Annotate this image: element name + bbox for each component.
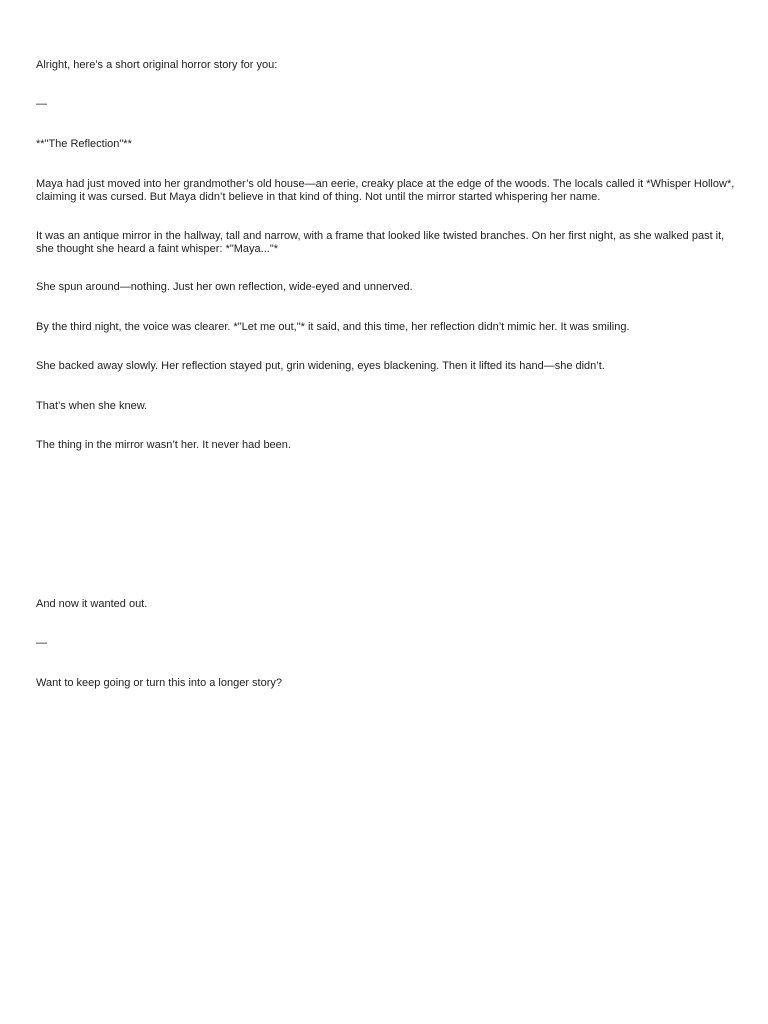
separator: — — [36, 637, 47, 649]
paragraph-6: That’s when she knew. — [36, 400, 148, 412]
intro-text: Alright, here’s a short original horror story for you: — [36, 59, 278, 71]
paragraph-2: It was an antique mirror in the hallway, tall and narrow, with a frame that looked like twisted branches. On her first night, as she walked past it, she thought she heard a faint whisper: *"Maya..."* — [36, 230, 725, 255]
story-title: **"The Reflection"** — [36, 138, 132, 150]
paragraph-8: And now it wanted out. — [36, 598, 148, 610]
paragraph-5: She backed away slowly. Her reflection stayed put, grin widening, eyes blackening. Then it lifted its hand—she didn’t. — [36, 360, 605, 372]
closing-question: Want to keep going or turn this into a longer story? — [36, 677, 283, 689]
paragraph-4: By the third night, the voice was clearer. *"Let me out,"* it said, and this time, her reflection didn’t mimic her. It was smiling. — [36, 321, 630, 333]
paragraph-7: The thing in the mirror wasn’t her. It never had been. — [36, 439, 291, 451]
paragraph-3: She spun around—nothing. Just her own reflection, wide-eyed and unnerved. — [36, 281, 413, 293]
separator: — — [36, 98, 47, 110]
paragraph-1: Maya had just moved into her grandmother’s old house—an eerie, creaky place at the edge of the woods. The locals called it *Whisper Hollow*, claiming it was cursed. But Maya didn’t believe in that kind of thing. Not until the mirror started whispering her name. — [36, 178, 735, 203]
